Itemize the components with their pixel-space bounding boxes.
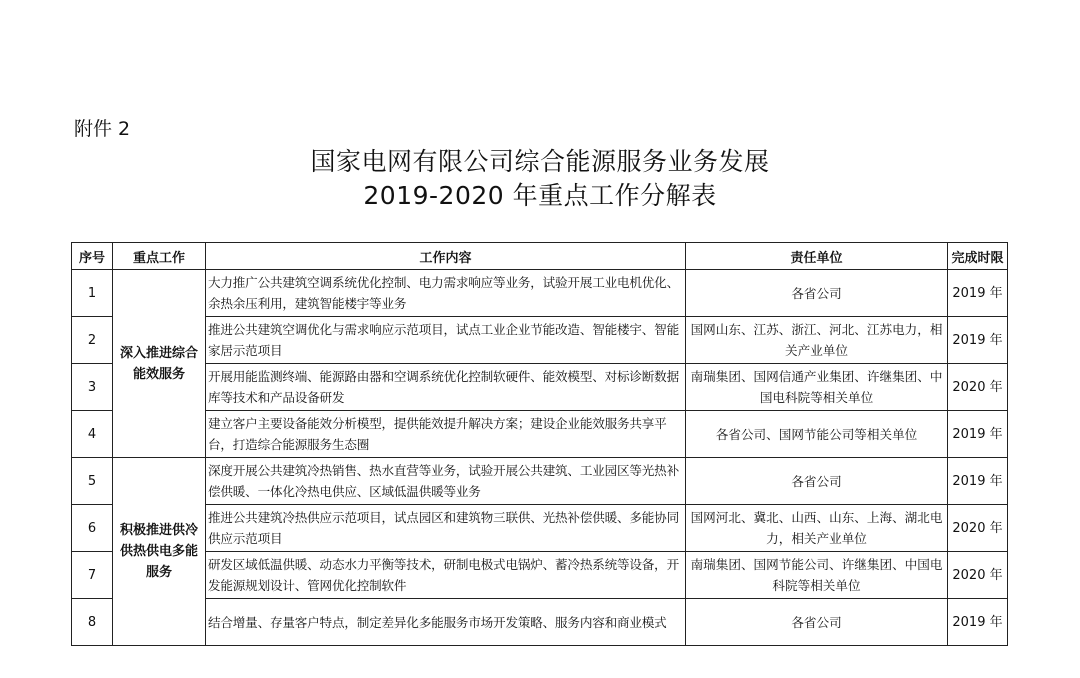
table-row [72,458,1008,505]
row-owner: 国网河北、冀北、山西、山东、上海、湖北电力，相关产业单位 [686,505,948,552]
header-owner: 责任单位 [686,243,948,270]
row-deadline: 2020 年 [948,505,1008,552]
table-row [72,364,1008,411]
row-owner: 各省公司 [686,270,948,317]
row-content: 结合增量、存量客户特点，制定差异化多能服务市场开发策略、服务内容和商业模式 [206,599,686,646]
row-content: 推进公共建筑冷热供应示范项目，试点园区和建筑物三联供、光热补偿供暖、多能协同供应示范项目 [206,505,686,552]
header-deadline: 完成时限 [948,243,1008,270]
row-no: 1 [72,270,113,317]
work-breakdown-table [71,242,1008,646]
row-deadline: 2020 年 [948,364,1008,411]
row-no: 3 [72,364,113,411]
row-deadline: 2019 年 [948,458,1008,505]
document-title-line-1: 国家电网有限公司综合能源服务业务发展 [310,147,770,176]
row-owner: 国网山东、江苏、浙江、河北、江苏电力，相关产业单位 [686,317,948,364]
row-content: 大力推广公共建筑空调系统优化控制、电力需求响应等业务，试验开展工业电机优化、余热余压利用，建筑智能楼宇等业务 [206,270,686,317]
table-row [72,317,1008,364]
row-owner: 南瑞集团、国网信通产业集团、许继集团、中国电科院等相关单位 [686,364,948,411]
row-content: 深度开展公共建筑冷热销售、热水直营等业务，试验开展公共建筑、工业园区等光热补偿供暖、一体化冷热电供应、区域低温供暖等业务 [206,458,686,505]
row-content: 研发区域低温供暖、动态水力平衡等技术，研制电极式电锅炉、蓄冷热系统等设备，开发能源规划设计、管网优化控制软件 [206,552,686,599]
row-owner: 各省公司 [686,599,948,646]
row-owner: 各省公司 [686,458,948,505]
row-no: 8 [72,599,113,646]
row-deadline: 2020 年 [948,552,1008,599]
row-owner: 南瑞集团、国网节能公司、许继集团、中国电科院等相关单位 [686,552,948,599]
table-row [72,411,1008,458]
row-deadline: 2019 年 [948,270,1008,317]
table-row [72,270,1008,317]
table-row [72,599,1008,646]
header-content: 工作内容 [206,243,686,270]
row-deadline: 2019 年 [948,599,1008,646]
row-no: 6 [72,505,113,552]
table-header-row [72,243,1008,270]
header-focus: 重点工作 [113,243,206,270]
row-content: 开展用能监测终端、能源路由器和空调系统优化控制软硬件、能效模型、对标诊断数据库等技术和产品设备研发 [206,364,686,411]
focus-group-efficiency: 深入推进综合能效服务 [113,270,206,458]
row-no: 7 [72,552,113,599]
row-deadline: 2019 年 [948,317,1008,364]
row-deadline: 2019 年 [948,411,1008,458]
document-title-line-2: 2019-2020 年重点工作分解表 [363,181,717,210]
row-owner: 各省公司、国网节能公司等相关单位 [686,411,948,458]
table-row [72,505,1008,552]
row-content: 推进公共建筑空调优化与需求响应示范项目，试点工业企业节能改造、智能楼宇、智能家居示范项目 [206,317,686,364]
row-no: 4 [72,411,113,458]
focus-group-multi-energy: 积极推进供冷供热供电多能服务 [113,458,206,646]
table-row [72,552,1008,599]
row-no: 5 [72,458,113,505]
header-no: 序号 [72,243,113,270]
row-no: 2 [72,317,113,364]
attachment-label: 附件 2 [74,118,131,140]
row-content: 建立客户主要设备能效分析模型，提供能效提升解决方案；建设企业能效服务共享平台，打造综合能源服务生态圈 [206,411,686,458]
